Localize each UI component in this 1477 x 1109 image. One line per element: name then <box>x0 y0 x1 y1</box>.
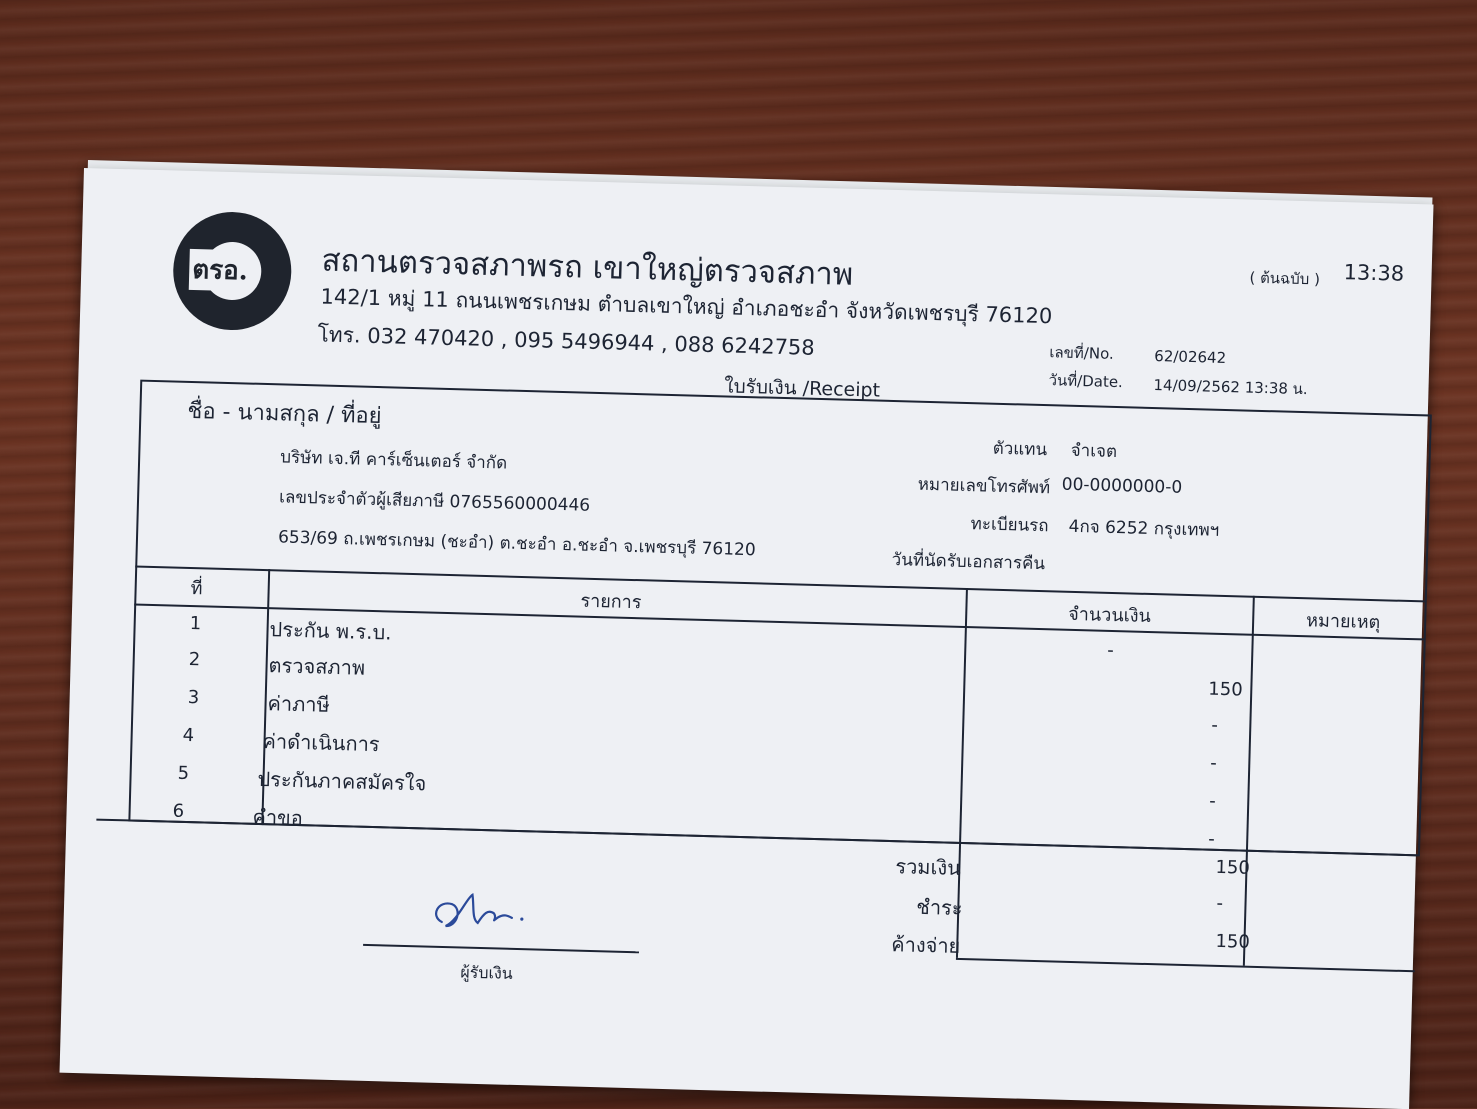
phone-label: หมายเลขโทรศัพท์ <box>917 474 1051 499</box>
total-value: 150 <box>1215 856 1251 879</box>
row-no: 3 <box>187 687 200 709</box>
paid-label: ชำระ <box>915 894 963 921</box>
row-amount: - <box>1207 828 1216 850</box>
row-no: 6 <box>172 800 185 822</box>
total-label: รวมเงิน <box>895 854 962 880</box>
agent-value: จำเจต <box>1070 440 1118 463</box>
header-remark: หมายเหตุ <box>1305 610 1381 634</box>
customer-tax-id: เลขประจำตัวผู้เสียภาษี 0765560000446 <box>278 487 591 516</box>
return-date-label: วันที่นัดรับเอกสารคืน <box>891 549 1046 575</box>
row-no: 1 <box>189 613 202 635</box>
due-label: ค้างจ่าย <box>890 932 961 958</box>
company-name: สถานตรวจสภาพรถ เขาใหญ่ตรวจสภาพ <box>321 242 854 293</box>
agent-label: ตัวแทน <box>992 438 1048 461</box>
row-item: ตรวจสภาพ <box>268 653 366 680</box>
company-phone: โทร. 032 470420 , 095 5496944 , 088 6242758 <box>317 322 816 360</box>
customer-address: 653/69 ถ.เพชรเกษม (ชะอำ) ต.ชะอำ อ.ชะอำ จ.เพชรบุรี 76120 <box>277 527 756 561</box>
receipt-no: 62/02642 <box>1154 347 1227 367</box>
paid-value: - <box>1216 892 1224 915</box>
customer-section-label: ชื่อ - นามสกุล / ที่อยู่ <box>187 398 382 430</box>
row-item: ค่าดำเนินการ <box>262 729 380 757</box>
company-address: 142/1 หมู่ 11 ถนนเพชรเกษม ตำบลเขาใหญ่ อำเภอชะอำ จังหวัดเพชรบุรี 76120 <box>320 284 1053 329</box>
receipt-date: 14/09/2562 13:38 น. <box>1153 376 1308 399</box>
handwritten-time: 13:38 <box>1343 260 1405 286</box>
header-no: ที่ <box>190 578 203 600</box>
row-no: 4 <box>182 724 195 747</box>
signature-line <box>363 944 639 953</box>
row-amount: - <box>1107 639 1115 662</box>
header-item: รายการ <box>580 590 642 614</box>
row-amount: - <box>1210 752 1218 774</box>
company-logo <box>172 210 293 331</box>
copy-label: ( ต้นฉบับ ) <box>1249 268 1321 289</box>
row-item: ค่าภาษี <box>267 691 331 717</box>
receipt-date-label: วันที่/Date. <box>1048 371 1124 392</box>
row-no: 2 <box>188 649 201 671</box>
row-amount: - <box>1209 790 1217 812</box>
plate-label: ทะเบียนรถ <box>970 514 1049 537</box>
row-no: 5 <box>177 762 190 785</box>
signature-scribble <box>427 886 538 939</box>
logo-text: ตรอ. <box>189 249 252 292</box>
signature-label: ผู้รับเงิน <box>460 962 513 983</box>
receipt-title: ใบรับเงิน /Receipt <box>724 375 881 402</box>
row-item: ประกัน พ.ร.บ. <box>269 617 392 645</box>
row-item: ประกันภาคสมัครใจ <box>257 766 427 796</box>
customer-name: บริษัท เจ.ที คาร์เซ็นเตอร์ จำกัด <box>279 447 508 474</box>
totals-bottom-line <box>956 958 1415 972</box>
row-amount: 150 <box>1208 678 1243 701</box>
due-value: 150 <box>1215 930 1251 953</box>
receipt-paper <box>60 168 1434 1109</box>
receipt-no-label: เลขที่/No. <box>1049 343 1115 363</box>
header-amount: จำนวนเงิน <box>1068 603 1152 628</box>
row-amount: - <box>1211 714 1219 736</box>
plate-value: 4กจ 6252 กรุงเทพฯ <box>1068 516 1220 541</box>
phone-value: 00-0000000-0 <box>1061 474 1183 498</box>
row-item: คำขอ <box>252 804 304 831</box>
